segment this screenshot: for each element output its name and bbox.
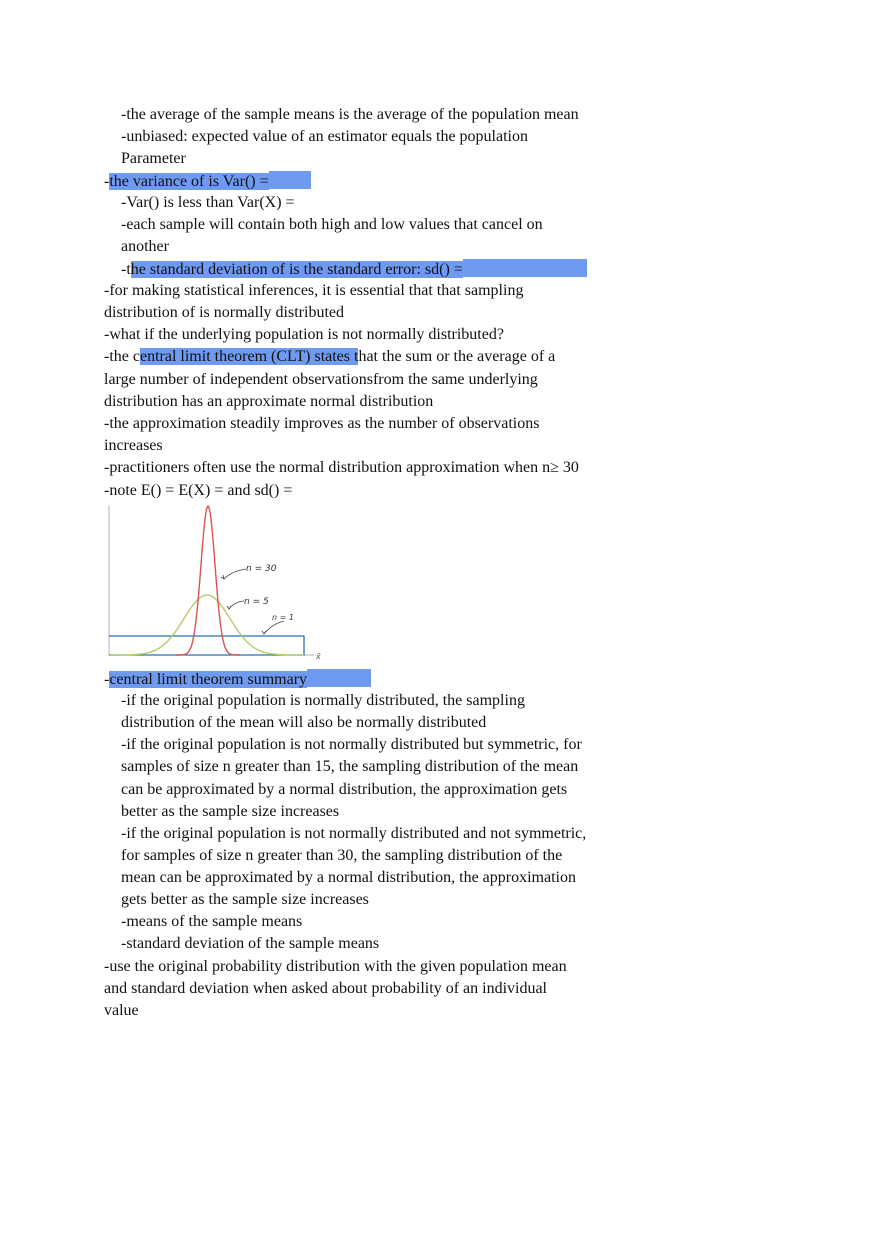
highlighted-text: he standard deviation of is the standard error: sd() = xyxy=(130,261,463,278)
highlight-fill xyxy=(463,259,587,277)
text-segment: - xyxy=(104,173,110,190)
highlighted-line xyxy=(104,347,555,367)
label-n5: n = 5 xyxy=(244,597,269,607)
text-line: for samples of size n greater than 30, the sampling distribution of the xyxy=(121,847,563,864)
text-line: -unbiased: expected value of an estimator equals the population xyxy=(121,128,528,145)
text-line: -Var() is less than Var(X) = xyxy=(121,194,295,211)
n1-uniform-curve xyxy=(109,636,304,655)
text-line: can be approximated by a normal distribution, the approximation gets xyxy=(121,781,568,798)
text-line: -standard deviation of the sample means xyxy=(121,935,380,952)
text-segment: hat the sum or the average of a xyxy=(358,348,556,365)
text-line: distribution has an approximate normal distribution xyxy=(104,393,434,410)
text-line: -practitioners often use the normal distribution approximation when n≥ 30 xyxy=(104,459,579,476)
n30-normal-curve xyxy=(176,506,240,655)
highlight-fill xyxy=(269,171,311,189)
text-line: -the approximation steadily improves as the number of observations xyxy=(104,415,540,432)
text-line: Parameter xyxy=(121,150,186,167)
text-line: and standard deviation when asked about probability of an individual xyxy=(104,980,547,997)
text-line: -if the original population is not normally distributed but symmetric, for xyxy=(121,736,582,753)
n1-arrow-icon xyxy=(262,631,266,634)
n30-arrow-icon xyxy=(221,575,224,579)
text-line: -use the original probability distribution with the given population mean xyxy=(104,958,567,975)
text-line: large number of independent observationsfrom the same underlying xyxy=(104,371,538,388)
text-line: value xyxy=(104,1002,139,1019)
text-line: -for making statistical inferences, it is essential that that sampling xyxy=(104,282,524,299)
text-line: -means of the sample means xyxy=(121,913,303,930)
highlighted-text: entral limit theorem (CLT) states t xyxy=(139,348,359,365)
text-line: samples of size n greater than 15, the sampling distribution of the mean xyxy=(121,758,579,775)
highlight-fill xyxy=(307,669,371,687)
highlighted-text: the variance of is Var() = xyxy=(109,173,269,190)
text-line: -each sample will contain both high and low values that cancel on xyxy=(121,216,543,233)
text-line: distribution of is normally distributed xyxy=(104,304,344,321)
text-line: -what if the underlying population is not normally distributed? xyxy=(104,326,504,343)
n5-pointer-line xyxy=(229,601,244,609)
text-line: -the average of the sample means is the average of the population mean xyxy=(121,106,579,123)
text-line: gets better as the sample size increases xyxy=(121,891,369,908)
text-segment: -the c xyxy=(104,348,140,365)
n30-pointer-line xyxy=(224,569,246,579)
text-segment: - xyxy=(104,671,110,688)
text-line: another xyxy=(121,238,169,255)
highlighted-line xyxy=(121,259,587,280)
label-n30: n = 30 xyxy=(246,564,277,574)
text-line: increases xyxy=(104,437,163,454)
x-axis-label: x̄ xyxy=(316,652,321,661)
highlighted-text: central limit theorem summary xyxy=(109,671,308,688)
text-line: distribution of the mean will also be normally distributed xyxy=(121,714,487,731)
n1-pointer-line xyxy=(264,621,284,634)
n5-arrow-icon xyxy=(227,606,231,609)
text-line: -if the original population is not normally distributed and not symmetric, xyxy=(121,825,587,842)
text-segment: -t xyxy=(121,261,131,278)
label-n1: n = 1 xyxy=(272,613,294,622)
text-line: -note E() = E(X) = and sd() = xyxy=(104,482,293,499)
text-line: mean can be approximated by a normal distribution, the approximation xyxy=(121,869,576,886)
text-line: better as the sample size increases xyxy=(121,803,340,820)
highlighted-line xyxy=(104,171,311,192)
text-line: -if the original population is normally distributed, the sampling xyxy=(121,692,525,709)
highlighted-line xyxy=(104,669,371,690)
sampling-distribution-figure xyxy=(106,503,326,661)
